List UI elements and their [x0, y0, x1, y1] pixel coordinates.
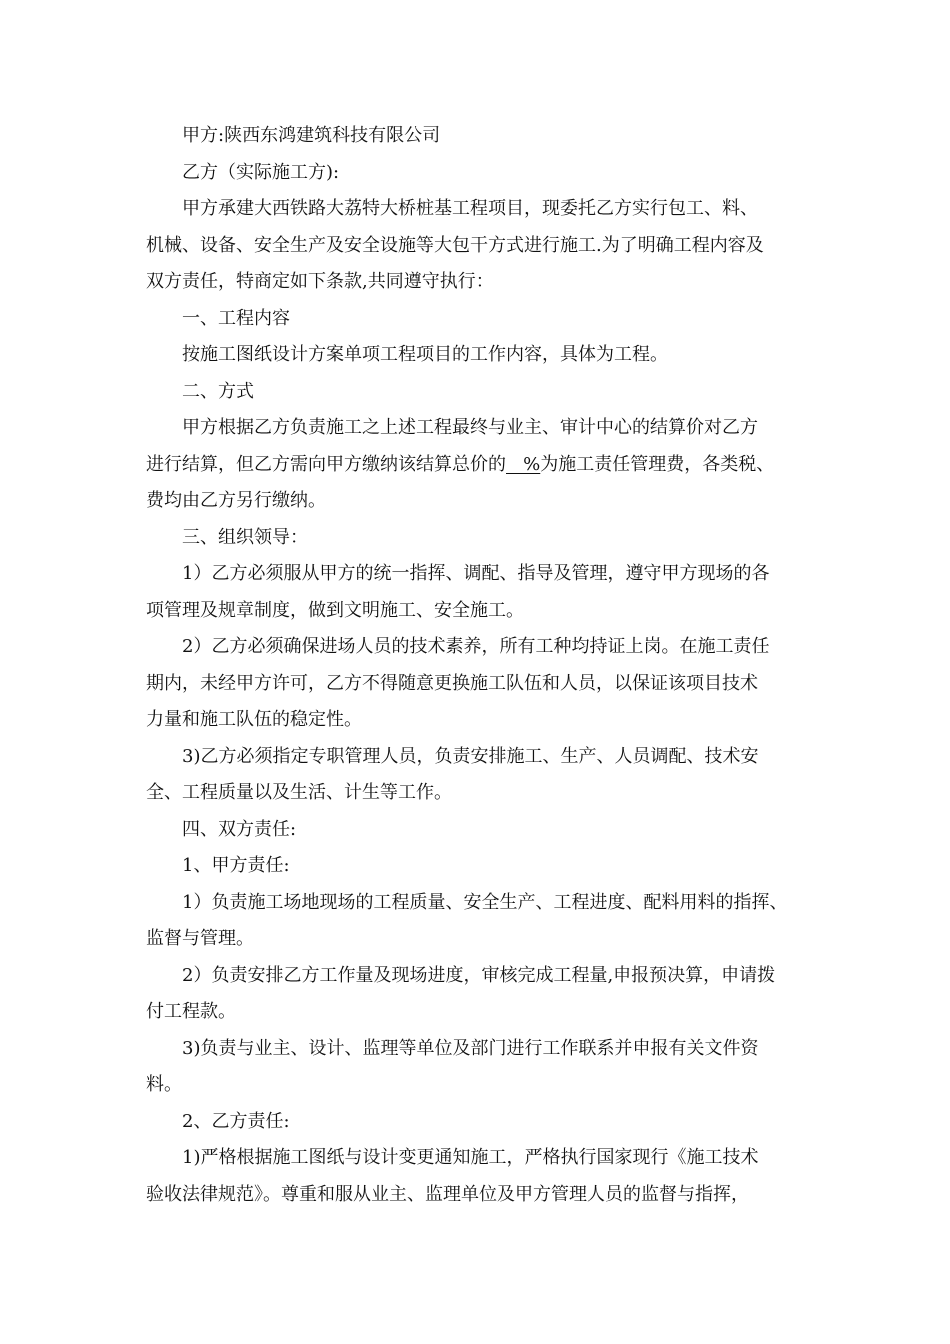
contract-document — [146, 118, 816, 1213]
section-2-heading: 二、方式 — [182, 380, 254, 402]
fee-percentage-blank: % — [506, 453, 541, 475]
party-a-resp-item-3-line-1: 3)负责与业主、设计、监理等单位及部门进行工作联系并申报有关文件资 — [182, 1037, 759, 1059]
section-3-item-1-line-1: 1）乙方必须服从甲方的统一指挥、调配、指导及管理，遵守甲方现场的各 — [182, 563, 770, 584]
party-b-responsibilities-heading: 2、乙方责任: — [182, 1110, 290, 1132]
party-a-resp-item-2-line-1: 2）负责安排乙方工作量及现场进度，审核完成工程量,申报预决算，申请拨 — [182, 964, 776, 986]
section-2-body-line-3: 费均由乙方另行缴纳。 — [146, 490, 326, 511]
party-a-resp-item-2-line-2: 付工程款。 — [146, 1001, 236, 1022]
section-3-item-3-line-2: 全、工程质量以及生活、计生等工作。 — [146, 782, 452, 803]
section-3-heading: 三、组织领导： — [182, 526, 308, 548]
section-3-item-2-line-3: 力量和施工队伍的稳定性。 — [146, 709, 362, 730]
party-a-line: 甲方:陕西东鸿建筑科技有限公司 — [182, 125, 441, 146]
party-b-line: 乙方（实际施工方): — [182, 161, 340, 183]
party-a-resp-item-1-line-2: 监督与管理。 — [146, 928, 254, 949]
section-3-item-1-line-2: 项管理及规章制度，做到文明施工、安全施工。 — [146, 599, 524, 621]
section-1-body: 按施工图纸设计方案单项工程项目的工作内容，具体为工程。 — [182, 344, 668, 365]
party-b-resp-item-1-line-2: 验收法律规范》。尊重和服从业主、监理单位及甲方管理人员的监督与指挥， — [146, 1183, 749, 1205]
section-2-text-before-blank: 进行结算，但乙方需向甲方缴纳该结算总价的 — [146, 453, 506, 475]
section-2-body-line-2 — [146, 447, 816, 484]
party-a-resp-item-3-line-2: 料。 — [146, 1074, 182, 1095]
section-2-body-line-1: 甲方根据乙方负责施工之上述工程最终与业主、审计中心的结算价对乙方 — [182, 417, 758, 438]
section-4-heading: 四、双方责任: — [182, 818, 297, 840]
section-3-item-2-line-1: 2）乙方必须确保进场人员的技术素养，所有工种均持证上岗。在施工责任 — [182, 636, 770, 657]
section-2-text-after-blank: 为施工责任管理费，各类税、 — [540, 453, 775, 475]
intro-line-1: 甲方承建大西铁路大荔特大桥桩基工程项目，现委托乙方实行包工、料、 — [182, 198, 758, 219]
section-3-item-3-line-1: 3)乙方必须指定专职管理人员，负责安排施工、生产、人员调配、技术安 — [182, 745, 759, 767]
intro-line-3: 双方责任，特商定如下条款,共同遵守执行： — [146, 271, 494, 292]
party-a-responsibilities-heading: 1、甲方责任: — [182, 855, 290, 876]
intro-line-2: 机械、设备、安全生产及安全设施等大包干方式进行施工.为了明确工程内容及 — [146, 234, 764, 256]
section-1-heading: 一、工程内容 — [182, 307, 290, 329]
party-a-resp-item-1-line-1: 1）负责施工场地现场的工程质量、安全生产、工程进度、配料用料的指挥、 — [182, 891, 788, 913]
section-3-item-2-line-2: 期内，未经甲方许可，乙方不得随意更换施工队伍和人员，以保证该项目技术 — [146, 672, 758, 694]
party-b-resp-item-1-line-1: 1)严格根据施工图纸与设计变更通知施工，严格执行国家现行《施工技术 — [182, 1147, 759, 1168]
